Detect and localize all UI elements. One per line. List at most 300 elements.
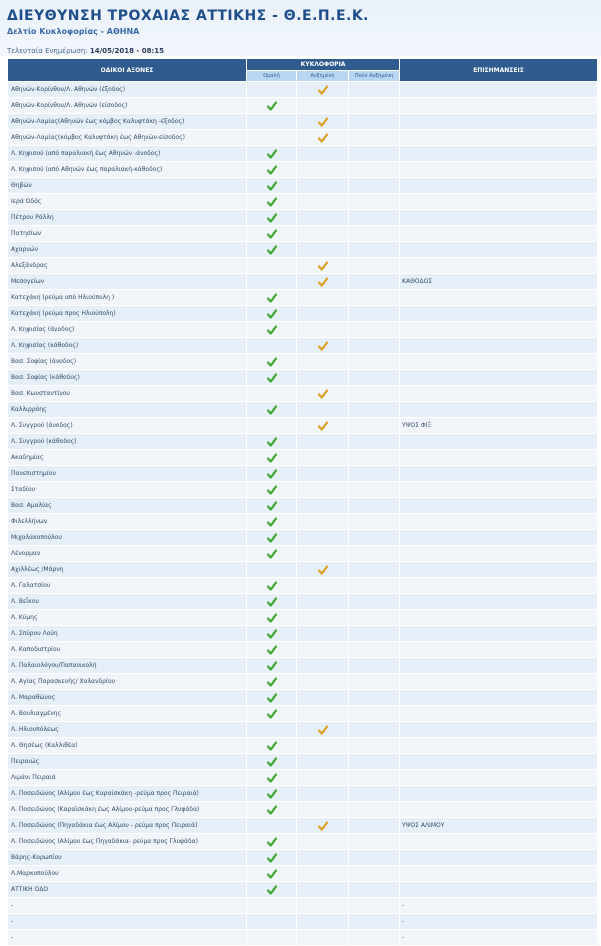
- note-cell: [400, 514, 598, 530]
- status-cell-increased: [297, 194, 349, 210]
- status-cell-increased: [297, 610, 349, 626]
- road-name: Λιμάνι Πειραιά: [8, 770, 247, 786]
- status-cell-normal: [247, 498, 297, 514]
- status-cell-increased: [297, 866, 349, 882]
- note-cell: [400, 258, 598, 274]
- check-icon: [267, 597, 277, 607]
- note-cell: ΥΨΟΣ ΑΛΙΜΟΥ: [400, 818, 598, 834]
- status-cell-normal: [247, 482, 297, 498]
- status-cell-normal: [247, 386, 297, 402]
- table-row: [8, 898, 598, 914]
- status-cell-normal: [247, 450, 297, 466]
- status-cell-normal: [247, 146, 297, 162]
- check-icon: [267, 309, 277, 319]
- check-icon: [267, 629, 277, 639]
- status-cell-normal: [247, 898, 297, 914]
- table-row: [8, 914, 598, 930]
- check-icon: [267, 885, 277, 895]
- status-cell-increased: [297, 418, 349, 434]
- table-row: [8, 786, 598, 802]
- road-name: Πέτρου Ράλλη: [8, 210, 247, 226]
- table-row: [8, 594, 598, 610]
- table-row: [8, 834, 598, 850]
- table-row: [8, 114, 598, 130]
- check-icon: [318, 725, 328, 735]
- status-cell-normal: [247, 514, 297, 530]
- status-cell-very-increased: [349, 322, 400, 338]
- status-cell-increased: [297, 754, 349, 770]
- status-cell-very-increased: [349, 610, 400, 626]
- table-row: [8, 658, 598, 674]
- table-row: [8, 866, 598, 882]
- status-cell-very-increased: [349, 386, 400, 402]
- status-cell-normal: [247, 418, 297, 434]
- note-cell: [400, 210, 598, 226]
- table-row: [8, 338, 598, 354]
- table-row: [8, 610, 598, 626]
- check-icon: [318, 389, 328, 399]
- check-icon: [267, 373, 277, 383]
- check-icon: [267, 741, 277, 751]
- page-subtitle: Δελτίο Κυκλοφορίας - ΑΘΗΝΑ: [7, 27, 140, 36]
- status-cell-normal: [247, 466, 297, 482]
- table-row: [8, 386, 598, 402]
- status-cell-very-increased: [349, 498, 400, 514]
- status-cell-very-increased: [349, 594, 400, 610]
- table-row: [8, 242, 598, 258]
- col-header-notes: ΕΠΙΣΗΜΑΝΣΕΙΣ: [400, 59, 598, 82]
- table-row: [8, 274, 598, 290]
- note-cell: [400, 642, 598, 658]
- status-cell-increased: [297, 626, 349, 642]
- road-name: Λ. Ποσειδώνος (Καραϊσκάκη έως Αλίμου-ρεύμα προς Γλυφάδα): [8, 802, 247, 818]
- status-cell-normal: [247, 658, 297, 674]
- road-name: Λ. Καποδιστρίου: [8, 642, 247, 658]
- status-cell-increased: [297, 802, 349, 818]
- note-cell: [400, 738, 598, 754]
- check-icon: [267, 213, 277, 223]
- status-cell-normal: [247, 626, 297, 642]
- status-cell-very-increased: [349, 450, 400, 466]
- status-cell-very-increased: [349, 642, 400, 658]
- road-name: Κατεχάκη (ρεύμα προς Ηλιούπολη): [8, 306, 247, 322]
- status-cell-increased: [297, 114, 349, 130]
- status-cell-increased: [297, 82, 349, 98]
- road-name: Λ. Κύμης: [8, 610, 247, 626]
- road-name: Ακαδημίας: [8, 450, 247, 466]
- traffic-table: [7, 58, 598, 946]
- check-icon: [267, 325, 277, 335]
- road-name: Αθηνών-Κορίνθου/Λ. Αθηνών (έξοδος): [8, 82, 247, 98]
- road-name: Λ. Ηλιουπόλεως: [8, 722, 247, 738]
- road-name: Θηβών: [8, 178, 247, 194]
- check-icon: [267, 149, 277, 159]
- status-cell-normal: [247, 274, 297, 290]
- road-name: Λ. Ποσειδώνος (Αλίμου έως Καραϊσκάκη -ρεύμα προς Πειραιά): [8, 786, 247, 802]
- note-cell: [400, 802, 598, 818]
- table-row: [8, 770, 598, 786]
- status-cell-very-increased: [349, 850, 400, 866]
- status-cell-normal: [247, 530, 297, 546]
- check-icon: [318, 133, 328, 143]
- table-row: [8, 450, 598, 466]
- table-row: [8, 690, 598, 706]
- road-name: Λ. Βουλιαγμένης: [8, 706, 247, 722]
- check-icon: [267, 181, 277, 191]
- note-cell: [400, 450, 598, 466]
- table-row: [8, 306, 598, 322]
- status-cell-very-increased: [349, 658, 400, 674]
- check-icon: [267, 661, 277, 671]
- note-cell: [400, 434, 598, 450]
- note-cell: [400, 562, 598, 578]
- status-cell-very-increased: [349, 194, 400, 210]
- status-cell-normal: [247, 130, 297, 146]
- note-cell: -: [400, 898, 598, 914]
- status-cell-very-increased: [349, 514, 400, 530]
- status-cell-normal: [247, 98, 297, 114]
- status-cell-very-increased: [349, 562, 400, 578]
- table-row: [8, 802, 598, 818]
- note-cell: [400, 482, 598, 498]
- note-cell: [400, 130, 598, 146]
- check-icon: [267, 101, 277, 111]
- check-icon: [267, 549, 277, 559]
- table-row: [8, 146, 598, 162]
- status-cell-normal: [247, 674, 297, 690]
- status-cell-increased: [297, 354, 349, 370]
- note-cell: ΥΨΟΣ ΦΙΞ: [400, 418, 598, 434]
- road-name: Αθηνών-Κορίνθου/Λ. Αθηνών (είσοδος): [8, 98, 247, 114]
- table-row: [8, 546, 598, 562]
- check-icon: [267, 677, 277, 687]
- note-cell: [400, 306, 598, 322]
- status-cell-very-increased: [349, 130, 400, 146]
- road-name: Λ. Ποσειδώνος (Αλίμου έως Πηγαδάκια- ρεύμα προς Γλυφάδα): [8, 834, 247, 850]
- check-icon: [318, 261, 328, 271]
- note-cell: [400, 354, 598, 370]
- status-cell-increased: [297, 546, 349, 562]
- note-cell: [400, 290, 598, 306]
- table-row: [8, 642, 598, 658]
- table-row: [8, 354, 598, 370]
- status-cell-very-increased: [349, 530, 400, 546]
- status-cell-increased: [297, 98, 349, 114]
- table-row: [8, 210, 598, 226]
- status-cell-very-increased: [349, 402, 400, 418]
- status-cell-normal: [247, 754, 297, 770]
- table-row: [8, 130, 598, 146]
- status-cell-increased: [297, 498, 349, 514]
- status-cell-normal: [247, 882, 297, 898]
- check-icon: [318, 421, 328, 431]
- road-name: ΑΤΤΙΚΗ ΟΔΟ: [8, 882, 247, 898]
- status-cell-very-increased: [349, 722, 400, 738]
- table-row: [8, 82, 598, 98]
- note-cell: -: [400, 930, 598, 946]
- table-row: [8, 882, 598, 898]
- status-cell-normal: [247, 258, 297, 274]
- road-name: Λ. Μαραθώνος: [8, 690, 247, 706]
- status-cell-normal: [247, 354, 297, 370]
- check-icon: [318, 117, 328, 127]
- status-cell-very-increased: [349, 338, 400, 354]
- road-name: Αχιλλέως /Μάρνη: [8, 562, 247, 578]
- check-icon: [267, 405, 277, 415]
- road-name: Λ. Συγγρού (κάθοδος): [8, 434, 247, 450]
- status-cell-increased: [297, 146, 349, 162]
- note-cell: [400, 834, 598, 850]
- road-name: Ιερά Οδός: [8, 194, 247, 210]
- status-cell-very-increased: [349, 690, 400, 706]
- status-cell-very-increased: [349, 738, 400, 754]
- road-name: Λ. Βεΐκου: [8, 594, 247, 610]
- status-cell-increased: [297, 338, 349, 354]
- note-cell: [400, 98, 598, 114]
- table-row: [8, 850, 598, 866]
- road-name: -: [8, 898, 247, 914]
- status-cell-very-increased: [349, 706, 400, 722]
- note-cell: [400, 706, 598, 722]
- status-cell-normal: [247, 162, 297, 178]
- check-icon: [318, 85, 328, 95]
- note-cell: [400, 466, 598, 482]
- status-cell-increased: [297, 658, 349, 674]
- table-row: [8, 562, 598, 578]
- note-cell: [400, 226, 598, 242]
- check-icon: [267, 853, 277, 863]
- check-icon: [267, 837, 277, 847]
- status-cell-increased: [297, 914, 349, 930]
- table-row: [8, 418, 598, 434]
- note-cell: [400, 882, 598, 898]
- road-name: Λ. Σπύρου Λούη: [8, 626, 247, 642]
- note-cell: [400, 754, 598, 770]
- check-icon: [267, 165, 277, 175]
- status-cell-increased: [297, 882, 349, 898]
- status-cell-increased: [297, 322, 349, 338]
- status-cell-very-increased: [349, 626, 400, 642]
- status-cell-increased: [297, 402, 349, 418]
- status-cell-very-increased: [349, 178, 400, 194]
- status-cell-very-increased: [349, 818, 400, 834]
- note-cell: [400, 674, 598, 690]
- status-cell-normal: [247, 322, 297, 338]
- road-name: Λ. Κηφισού (από Αθηνών έως παραλιακή-κάθοδος): [8, 162, 247, 178]
- status-cell-normal: [247, 610, 297, 626]
- check-icon: [267, 245, 277, 255]
- road-name: Λ. Θησέως (Καλλιθέα): [8, 738, 247, 754]
- table-row: [8, 530, 598, 546]
- road-name: Πατησίων: [8, 226, 247, 242]
- table-row: [8, 194, 598, 210]
- subheader-increased: Αυξημένη: [297, 71, 349, 82]
- status-cell-normal: [247, 690, 297, 706]
- check-icon: [318, 277, 328, 287]
- road-name: Λ. Ποσειδώνος (Πηγαδάκια έως Αλίμου - ρεύμα προς Πειραιά): [8, 818, 247, 834]
- status-cell-increased: [297, 850, 349, 866]
- status-cell-very-increased: [349, 482, 400, 498]
- note-cell: [400, 530, 598, 546]
- check-icon: [267, 533, 277, 543]
- status-cell-normal: [247, 722, 297, 738]
- check-icon: [267, 757, 277, 767]
- road-name: Λ. Αγίας Παρασκευής/ Χαλανδρίου: [8, 674, 247, 690]
- subheader-very-increased: Πολύ Αυξημένη: [349, 71, 400, 82]
- road-name: Μιχαλακοπούλου: [8, 530, 247, 546]
- status-cell-increased: [297, 738, 349, 754]
- road-name: Βασ. Κωνσταντίνου: [8, 386, 247, 402]
- check-icon: [318, 341, 328, 351]
- check-icon: [267, 501, 277, 511]
- road-name: Πανεπιστημίου: [8, 466, 247, 482]
- status-cell-normal: [247, 226, 297, 242]
- status-cell-increased: [297, 450, 349, 466]
- status-cell-normal: [247, 594, 297, 610]
- status-cell-very-increased: [349, 466, 400, 482]
- table-row: [8, 514, 598, 530]
- table-row: [8, 322, 598, 338]
- status-cell-increased: [297, 482, 349, 498]
- status-cell-very-increased: [349, 434, 400, 450]
- status-cell-increased: [297, 130, 349, 146]
- status-cell-increased: [297, 242, 349, 258]
- status-cell-normal: [247, 642, 297, 658]
- note-cell: [400, 690, 598, 706]
- status-cell-increased: [297, 786, 349, 802]
- status-cell-normal: [247, 402, 297, 418]
- status-cell-increased: [297, 530, 349, 546]
- table-row: [8, 226, 598, 242]
- status-cell-very-increased: [349, 210, 400, 226]
- status-cell-normal: [247, 770, 297, 786]
- check-icon: [267, 229, 277, 239]
- road-name: Αλεξάνδρας: [8, 258, 247, 274]
- status-cell-increased: [297, 306, 349, 322]
- road-name: Βάρης-Κορωπίου: [8, 850, 247, 866]
- note-cell: [400, 82, 598, 98]
- table-row: [8, 706, 598, 722]
- status-cell-increased: [297, 210, 349, 226]
- status-cell-very-increased: [349, 834, 400, 850]
- road-name: Πειραιώς: [8, 754, 247, 770]
- table-row: [8, 402, 598, 418]
- note-cell: [400, 850, 598, 866]
- road-name: Κατεχάκη (ρεύμα από Ηλιούπολη ): [8, 290, 247, 306]
- check-icon: [267, 789, 277, 799]
- status-cell-normal: [247, 578, 297, 594]
- table-row: [8, 722, 598, 738]
- status-cell-very-increased: [349, 226, 400, 242]
- status-cell-normal: [247, 290, 297, 306]
- status-cell-very-increased: [349, 674, 400, 690]
- status-cell-very-increased: [349, 370, 400, 386]
- status-cell-increased: [297, 514, 349, 530]
- note-cell: [400, 402, 598, 418]
- note-cell: [400, 162, 598, 178]
- status-cell-very-increased: [349, 162, 400, 178]
- road-name: Αχαρνών: [8, 242, 247, 258]
- note-cell: [400, 786, 598, 802]
- table-row: [8, 98, 598, 114]
- road-name: Σταδίου: [8, 482, 247, 498]
- col-header-roads: ΟΔΙΚΟΙ ΑΞΟΝΕΣ: [8, 59, 247, 82]
- status-cell-increased: [297, 930, 349, 946]
- check-icon: [267, 453, 277, 463]
- last-updated: [7, 47, 164, 55]
- road-name: Αθηνών-Λαμίας(Αθηνών έως κόμβος Καλυφτάκη -έξοδος): [8, 114, 247, 130]
- status-cell-normal: [247, 834, 297, 850]
- check-icon: [318, 565, 328, 575]
- status-cell-very-increased: [349, 82, 400, 98]
- status-cell-increased: [297, 434, 349, 450]
- status-cell-very-increased: [349, 930, 400, 946]
- status-cell-very-increased: [349, 146, 400, 162]
- status-cell-normal: [247, 802, 297, 818]
- status-cell-normal: [247, 114, 297, 130]
- status-cell-increased: [297, 290, 349, 306]
- status-cell-very-increased: [349, 354, 400, 370]
- road-name: Αθηνών-Λαμίας(κόμβος Καλυφτάκη έως Αθηνών-είσοδος): [8, 130, 247, 146]
- note-cell: [400, 770, 598, 786]
- road-name: Καλλιρρόης: [8, 402, 247, 418]
- road-name: Λ. Γαλατσίου: [8, 578, 247, 594]
- status-cell-very-increased: [349, 306, 400, 322]
- table-row: [8, 738, 598, 754]
- status-cell-increased: [297, 706, 349, 722]
- note-cell: [400, 546, 598, 562]
- check-icon: [267, 517, 277, 527]
- last-updated-label: Τελευταία Ενημέρωση:: [7, 47, 88, 55]
- check-icon: [267, 869, 277, 879]
- check-icon: [267, 773, 277, 783]
- status-cell-normal: [247, 546, 297, 562]
- subheader-normal: Ομαλή: [247, 71, 297, 82]
- status-cell-increased: [297, 562, 349, 578]
- check-icon: [267, 581, 277, 591]
- table-row: [8, 370, 598, 386]
- status-cell-normal: [247, 370, 297, 386]
- road-name: Λ. Συγγρού (άνοδος): [8, 418, 247, 434]
- status-cell-increased: [297, 162, 349, 178]
- note-cell: [400, 178, 598, 194]
- status-cell-increased: [297, 690, 349, 706]
- last-updated-value: 14/05/2018 - 08:15: [89, 47, 164, 55]
- note-cell: [400, 146, 598, 162]
- table-row: [8, 674, 598, 690]
- status-cell-increased: [297, 226, 349, 242]
- status-cell-very-increased: [349, 770, 400, 786]
- note-cell: [400, 626, 598, 642]
- status-cell-very-increased: [349, 258, 400, 274]
- status-cell-normal: [247, 818, 297, 834]
- status-cell-normal: [247, 338, 297, 354]
- status-cell-increased: [297, 370, 349, 386]
- status-cell-very-increased: [349, 754, 400, 770]
- check-icon: [267, 709, 277, 719]
- road-name: Λένορμαν: [8, 546, 247, 562]
- check-icon: [267, 485, 277, 495]
- col-header-traffic: ΚΥΚΛΟΦΟΡΙΑ: [247, 59, 400, 71]
- road-name: Λ. Κηφισίας (κάθοδος): [8, 338, 247, 354]
- check-icon: [267, 437, 277, 447]
- status-cell-increased: [297, 178, 349, 194]
- status-cell-very-increased: [349, 418, 400, 434]
- status-cell-increased: [297, 258, 349, 274]
- check-icon: [267, 469, 277, 479]
- page-title: ΔΙΕΥΘΥΝΣΗ ΤΡΟΧΑΙΑΣ ΑΤΤΙΚΗΣ - Θ.Ε.Π.Ε.Κ.: [7, 8, 369, 24]
- table-row: [8, 818, 598, 834]
